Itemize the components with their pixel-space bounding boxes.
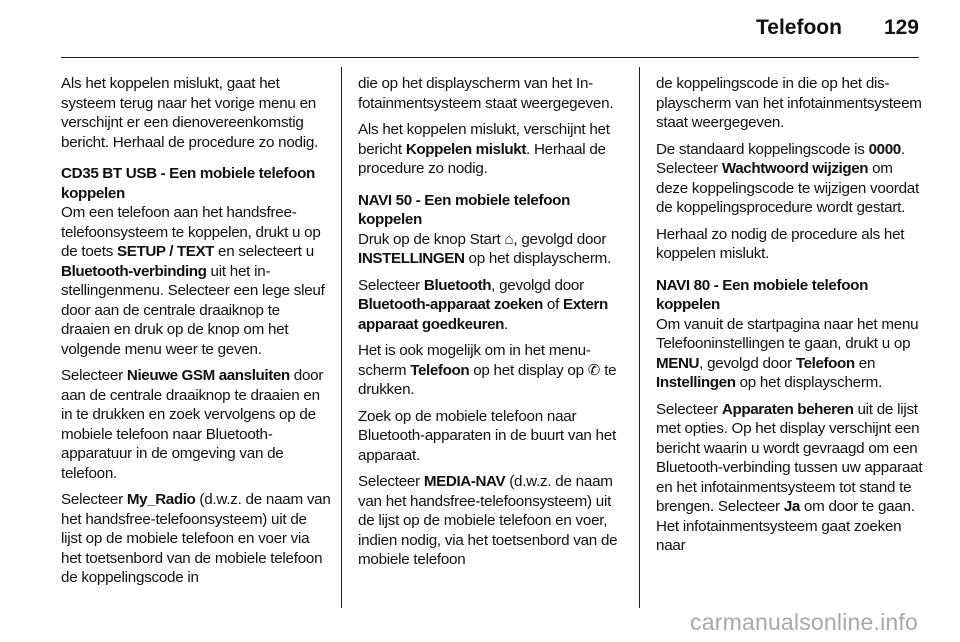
paragraph: de koppelingscode in die op het displayscherm van het infotainmentsysteem staat weergegeven. [656, 75, 922, 131]
paragraph: Het is ook mogelijk om in het menuscherm Telefoon op het display op ✆ te drukken. [358, 342, 617, 398]
column-3 [656, 74, 926, 563]
paragraph: Selecteer MEDIA-NAV (d.w.z. de naam van het handsfree-telefoonsysteem) uit de lijst op de mobiele telefoon en voer, indien nodig, via het toetsenbord van de mobiele telefoon [358, 473, 618, 568]
paragraph: Om vanuit de startpagina naar het menu Telefooninstellingen te gaan, drukt u op MENU, gevolgd door Telefoon en Instellingen op het displayscherm. [656, 315, 919, 391]
paragraph: Als het koppelen mislukt, verschijnt het bericht Koppelen mislukt. Herhaal de procedure zo nodig. [358, 121, 610, 177]
column-divider-1 [341, 67, 342, 608]
paragraph: Als het koppelen mislukt, gaat het systeem terug naar het vorige menu en verschijnt er een dienovereenkomstig bericht. Herhaal de procedure zo nodig. [61, 75, 319, 151]
column-divider-2 [639, 67, 640, 608]
section-title: Telefoon [756, 16, 842, 39]
paragraph: Selecteer Nieuwe GSM aansluiten door aan de centrale draaiknop te draaien en in te drukken en zoek vervolgens op de mobiele telefoon naar Bluetooth-apparatuur in de omgeving van de telefoon. [61, 367, 324, 482]
column-1 [61, 74, 331, 595]
header-rule [61, 57, 919, 58]
paragraph: Herhaal zo nodig de procedure als het koppelen mislukt. [656, 225, 905, 262]
phone-icon: ✆ [587, 361, 601, 379]
paragraph: die op het displayscherm van het Infotainmentsysteem staat weergegeven. [358, 75, 614, 112]
paragraph: Selecteer My_Radio (d.w.z. de naam van het handsfree-telefoonsysteem) uit de lijst op de mobiele telefoon en voer via het toetsenbord van de mobiele telefoon de koppelingscode in [61, 491, 331, 586]
paragraph: Druk op de knop Start ⌂, gevolgd door INSTELLINGEN op het displayscherm. [358, 230, 612, 267]
paragraph: Zoek op de mobiele telefoon naar Bluetooth-apparaten in de buurt van het apparaat. [358, 407, 616, 464]
page-number: 129 [883, 16, 919, 39]
column-2 [358, 74, 628, 577]
watermark: carmanualsonline.info [690, 609, 918, 635]
paragraph: Selecteer Apparaten beheren uit de lijst met opties. Op het display verschijnt een bericht waarin u wordt gevraagd om een Bluetooth-verbinding tussen uw apparaat en het infotainmentsysteem tot stand te brengen. Selecteer Ja om door te gaan. Het infotainmentsysteem gaat zoeken naar [656, 400, 923, 554]
page-header [756, 16, 919, 40]
paragraph: Selecteer Bluetooth, gevolgd door Bluetooth-apparaat zoeken of Extern apparaat goedkeuren. [358, 276, 608, 333]
section-heading-navi80: NAVI 80 - Een mobiele telefoon koppelen [656, 276, 869, 313]
paragraph: De standaard koppelingscode is 0000. Selecteer Wachtwoord wijzigen om deze koppelingscode te wijzigen voordat de koppelingsprocedure wordt gestart. [656, 140, 919, 216]
section-heading-navi50: NAVI 50 - Een mobiele telefoon koppelen [358, 191, 571, 228]
home-icon: ⌂ [504, 230, 514, 248]
section-heading-cd35: CD35 BT USB - Een mobiele telefoon koppelen [61, 165, 315, 202]
paragraph: Om een telefoon aan het handsfree-telefoonsysteem te koppelen, drukt u op de toets SETUP / TEXT en selecteert u Bluetooth-verbinding uit het instellingenmenu. Selecteer een lege sleuf door aan de centrale draaiknop te draaien en druk op de knop om het volgende menu weer te geven. [61, 204, 325, 358]
